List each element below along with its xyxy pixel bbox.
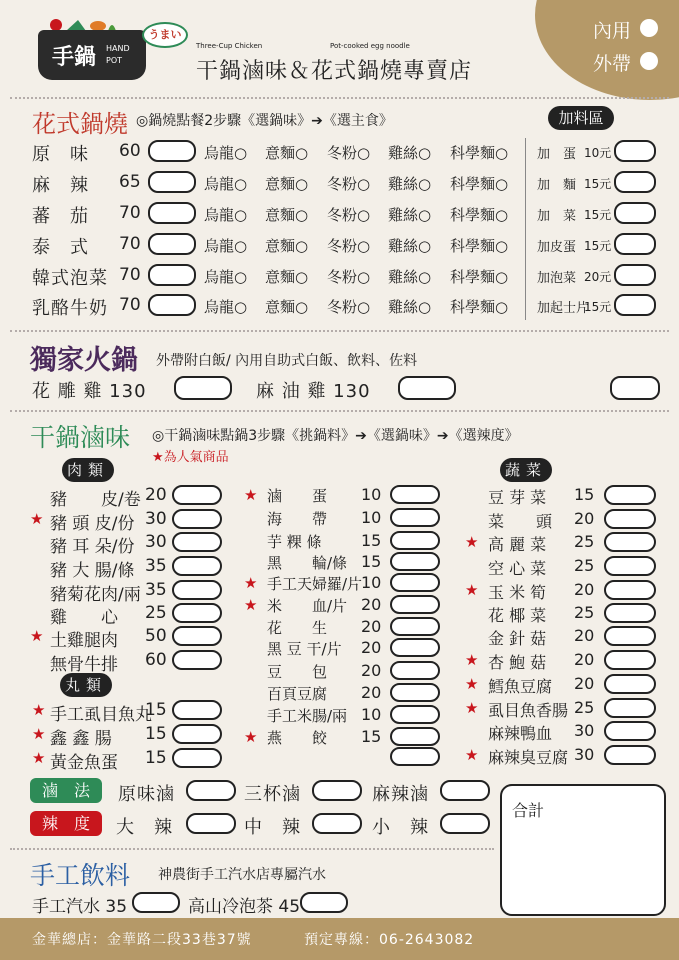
middle-item-name: 黑 豆 干/片 bbox=[267, 640, 342, 658]
veg-item-price: 25 bbox=[574, 698, 595, 717]
middle-item-price: 20 bbox=[361, 617, 382, 636]
middle-item-price: 10 bbox=[361, 485, 382, 504]
popular-star-icon: ★ bbox=[244, 596, 258, 614]
popular-star-icon: ★ bbox=[30, 627, 44, 645]
meat-qty-input[interactable] bbox=[172, 650, 222, 670]
meat-qty-input[interactable] bbox=[172, 580, 222, 600]
flower-qty-input[interactable] bbox=[148, 202, 196, 224]
footer-phone: 預定專線：06-2643082 bbox=[304, 932, 475, 948]
spice-option-label: 大 辣 bbox=[116, 817, 173, 838]
veg-item-name: 杏 鮑 菇 bbox=[488, 653, 547, 672]
flower-item-price: 65 bbox=[119, 172, 141, 192]
flower-note: ◎鍋燒點餐2步驟《選鍋味》➔《選主食》 bbox=[136, 113, 393, 129]
middle-qty-input[interactable] bbox=[390, 573, 440, 592]
middle-item-price: 10 bbox=[361, 508, 382, 527]
ball-item-name: 黃金魚蛋 bbox=[50, 753, 118, 773]
divider bbox=[10, 410, 669, 412]
middle-item-name: 百頁豆腐 bbox=[267, 685, 328, 703]
addon-name: 加起士片 bbox=[537, 301, 590, 316]
middle-item-price: 10 bbox=[361, 573, 382, 592]
flower-item-name: 泰 式 bbox=[32, 237, 89, 258]
veg-item-name: 金 針 菇 bbox=[488, 629, 547, 648]
meat-item-price: 50 bbox=[145, 626, 167, 646]
addon-name: 加 麵 bbox=[537, 178, 577, 193]
addon-divider bbox=[525, 138, 526, 320]
drink-qty-1[interactable] bbox=[132, 892, 180, 913]
veg-item-price: 25 bbox=[574, 556, 595, 575]
flower-qty-input[interactable] bbox=[148, 294, 196, 316]
middle-qty-input[interactable] bbox=[390, 552, 440, 571]
flower-item-price: 70 bbox=[119, 265, 141, 285]
addon-price: 15元 bbox=[584, 177, 612, 191]
middle-qty-input[interactable] bbox=[390, 531, 440, 550]
veg-item-name: 菜 頭 bbox=[488, 512, 553, 531]
drink-qty-2[interactable] bbox=[300, 892, 348, 913]
veg-qty-input[interactable] bbox=[604, 485, 656, 505]
middle-item-name: 米 血/片 bbox=[267, 597, 348, 615]
middle-item-name: 豆 包 bbox=[267, 663, 328, 681]
middle-qty-input[interactable] bbox=[390, 485, 440, 504]
noodle-option[interactable]: 冬粉○ bbox=[327, 144, 371, 162]
noodle-option[interactable]: 科學麵○ bbox=[450, 237, 509, 255]
flower-qty-input[interactable] bbox=[148, 264, 196, 286]
popular-star-icon: ★ bbox=[465, 699, 479, 717]
method-label: 滷 法 bbox=[30, 778, 102, 803]
veg-qty-input[interactable] bbox=[604, 580, 656, 600]
logo: 手鍋 HAND POT bbox=[38, 30, 146, 80]
noodle-option[interactable]: 冬粉○ bbox=[327, 175, 371, 193]
dine-in-label: 內用 bbox=[593, 20, 632, 42]
drink-item-2: 高山冷泡茶 45 bbox=[188, 897, 301, 917]
ball-item-price: 15 bbox=[145, 700, 167, 720]
noodle-option[interactable]: 冬粉○ bbox=[327, 237, 371, 255]
spice-option-box[interactable] bbox=[186, 813, 236, 834]
veg-title: 蔬菜 bbox=[500, 458, 552, 482]
meat-qty-input[interactable] bbox=[172, 532, 222, 552]
meat-title: 肉類 bbox=[62, 458, 114, 482]
meat-item-price: 20 bbox=[145, 485, 167, 505]
noodle-option[interactable]: 意麵○ bbox=[265, 206, 309, 224]
middle-qty-input[interactable] bbox=[390, 638, 440, 657]
spice-label: 辣 度 bbox=[30, 811, 102, 836]
subtitle-right: Pot-cooked egg noodle bbox=[330, 42, 410, 50]
meat-qty-input[interactable] bbox=[172, 603, 222, 623]
hotpot-item-1: 花 雕 雞 130 bbox=[32, 381, 147, 402]
logo-badge: うまい bbox=[142, 22, 188, 48]
total-label: 合計 bbox=[512, 801, 545, 820]
spice-option-label: 中 辣 bbox=[244, 817, 301, 838]
veg-item-name: 花 椰 菜 bbox=[488, 606, 547, 625]
drinks-title: 手工飲料 bbox=[30, 861, 131, 890]
meat-item-name: 豬 皮/卷 bbox=[50, 490, 141, 510]
noodle-option[interactable]: 意麵○ bbox=[265, 237, 309, 255]
veg-qty-input[interactable] bbox=[604, 509, 656, 529]
middle-item-name: 花 生 bbox=[267, 619, 328, 637]
method-option-box[interactable] bbox=[312, 780, 362, 801]
popular-star-icon: ★ bbox=[244, 728, 258, 746]
hotpot-title: 獨家火鍋 bbox=[30, 345, 138, 376]
subtitle-left: Three-Cup Chicken bbox=[196, 42, 263, 50]
noodle-option[interactable]: 雞絲○ bbox=[388, 144, 432, 162]
noodle-option[interactable]: 烏龍○ bbox=[204, 298, 248, 316]
veg-qty-input[interactable] bbox=[604, 556, 656, 576]
noodle-option[interactable]: 科學麵○ bbox=[450, 298, 509, 316]
ball-item-price: 15 bbox=[145, 724, 167, 744]
flower-item-name: 韓式泡菜 bbox=[32, 268, 108, 289]
middle-item-price: 20 bbox=[361, 661, 382, 680]
hotpot-qty-1[interactable] bbox=[174, 376, 232, 400]
meat-qty-input[interactable] bbox=[172, 626, 222, 646]
method-option-label: 三杯滷 bbox=[244, 784, 301, 805]
middle-item-name: 海 帶 bbox=[267, 510, 328, 528]
popular-star-icon: ★ bbox=[30, 510, 44, 528]
meat-item-price: 25 bbox=[145, 603, 167, 623]
braised-title: 干鍋滷味 bbox=[30, 423, 131, 452]
meat-item-price: 30 bbox=[145, 509, 167, 529]
addon-price: 20元 bbox=[584, 270, 612, 284]
divider bbox=[10, 330, 669, 332]
middle-qty-input[interactable] bbox=[390, 595, 440, 614]
popular-note: ★為人氣商品 bbox=[152, 450, 229, 465]
drinks-note: 神農街手工汽水店專屬汽水 bbox=[158, 867, 326, 883]
noodle-option[interactable]: 烏龍○ bbox=[204, 175, 248, 193]
flower-item-name: 蕃 茄 bbox=[32, 206, 89, 227]
ball-qty-input[interactable] bbox=[172, 724, 222, 744]
veg-qty-input[interactable] bbox=[604, 745, 656, 765]
meat-item-name: 豬菊花肉/兩 bbox=[50, 585, 141, 605]
veg-qty-input[interactable] bbox=[604, 650, 656, 670]
popular-star-icon: ★ bbox=[244, 574, 258, 592]
noodle-option[interactable]: 冬粉○ bbox=[327, 298, 371, 316]
middle-item-price: 20 bbox=[361, 683, 382, 702]
addon-qty-input[interactable] bbox=[614, 202, 656, 224]
middle-item-name: 芋 粿 條 bbox=[267, 533, 322, 551]
spice-option-box[interactable] bbox=[312, 813, 362, 834]
hotpot-extra-box[interactable] bbox=[610, 376, 660, 400]
flower-qty-input[interactable] bbox=[148, 233, 196, 255]
veg-qty-input[interactable] bbox=[604, 626, 656, 646]
spice-option-box[interactable] bbox=[440, 813, 490, 834]
ball-item-name: 手工虱目魚丸 bbox=[50, 705, 152, 725]
popular-star-icon: ★ bbox=[465, 675, 479, 693]
divider bbox=[10, 97, 669, 99]
hotpot-qty-2[interactable] bbox=[398, 376, 456, 400]
veg-item-name: 麻辣臭豆腐 bbox=[488, 748, 569, 767]
popular-star-icon: ★ bbox=[465, 533, 479, 551]
addon-price: 15元 bbox=[584, 300, 612, 314]
noodle-option[interactable]: 科學麵○ bbox=[450, 206, 509, 224]
hotpot-note: 外帶附白飯/ 內用自助式白飯、飲料、佐料 bbox=[156, 353, 418, 369]
method-option-box[interactable] bbox=[440, 780, 490, 801]
addon-name: 加泡菜 bbox=[537, 271, 577, 286]
flower-item-price: 60 bbox=[119, 141, 141, 161]
method-option-label: 麻辣滷 bbox=[372, 784, 429, 805]
divider bbox=[10, 848, 494, 850]
meat-qty-input[interactable] bbox=[172, 509, 222, 529]
flower-item-name: 原 味 bbox=[32, 144, 89, 165]
veg-item-price: 25 bbox=[574, 603, 595, 622]
middle-item-name: 黑 輪/條 bbox=[267, 554, 348, 572]
middle-qty-input[interactable] bbox=[390, 683, 440, 702]
veg-item-price: 20 bbox=[574, 650, 595, 669]
middle-item-price: 20 bbox=[361, 595, 382, 614]
method-option-label: 原味滷 bbox=[118, 784, 175, 805]
noodle-option[interactable]: 科學麵○ bbox=[450, 175, 509, 193]
addon-qty-input[interactable] bbox=[614, 264, 656, 286]
flower-qty-input[interactable] bbox=[148, 171, 196, 193]
noodle-option[interactable]: 烏龍○ bbox=[204, 206, 248, 224]
meat-item-name: 豬 大 腸/條 bbox=[50, 561, 135, 581]
veg-item-price: 15 bbox=[574, 485, 595, 504]
meat-item-price: 35 bbox=[145, 556, 167, 576]
flower-item-name: 麻 辣 bbox=[32, 175, 89, 196]
veg-item-price: 30 bbox=[574, 745, 595, 764]
addon-qty-input[interactable] bbox=[614, 233, 656, 255]
veg-item-name: 豆 芽 菜 bbox=[488, 488, 547, 507]
noodle-option[interactable]: 雞絲○ bbox=[388, 175, 432, 193]
addon-name: 加 蛋 bbox=[537, 147, 577, 162]
middle-qty-input[interactable] bbox=[390, 747, 440, 766]
veg-item-price: 20 bbox=[574, 580, 595, 599]
middle-item-price: 15 bbox=[361, 552, 382, 571]
addon-name: 加皮蛋 bbox=[537, 240, 577, 255]
noodle-option[interactable]: 冬粉○ bbox=[327, 268, 371, 286]
meat-item-price: 35 bbox=[145, 580, 167, 600]
popular-star-icon: ★ bbox=[32, 749, 46, 767]
ball-item-price: 15 bbox=[145, 748, 167, 768]
flower-item-price: 70 bbox=[119, 234, 141, 254]
meat-item-name: 雞 心 bbox=[50, 608, 118, 628]
veg-item-name: 鱈魚豆腐 bbox=[488, 677, 553, 696]
dine-in-checkbox[interactable] bbox=[640, 19, 658, 37]
addon-qty-input[interactable] bbox=[614, 171, 656, 193]
veg-item-name: 麻辣鴨血 bbox=[488, 724, 553, 743]
ball-item-name: 鑫 鑫 腸 bbox=[50, 729, 112, 749]
veg-item-price: 30 bbox=[574, 721, 595, 740]
braised-note: ◎干鍋滷味點鍋3步驟《挑鍋料》➔《選鍋味》➔《選辣度》 bbox=[152, 428, 519, 444]
middle-item-price: 10 bbox=[361, 705, 382, 724]
veg-item-price: 20 bbox=[574, 626, 595, 645]
flower-item-price: 70 bbox=[119, 203, 141, 223]
middle-item-name: 滷 蛋 bbox=[267, 487, 328, 505]
veg-qty-input[interactable] bbox=[604, 721, 656, 741]
ball-title: 丸類 bbox=[60, 673, 112, 697]
noodle-option[interactable]: 冬粉○ bbox=[327, 206, 371, 224]
meat-item-price: 60 bbox=[145, 650, 167, 670]
noodle-option[interactable]: 意麵○ bbox=[265, 175, 309, 193]
veg-item-price: 20 bbox=[574, 674, 595, 693]
addon-qty-input[interactable] bbox=[614, 294, 656, 316]
meat-item-name: 土雞腿肉 bbox=[50, 631, 118, 651]
noodle-option[interactable]: 意麵○ bbox=[265, 144, 309, 162]
ball-qty-input[interactable] bbox=[172, 748, 222, 768]
veg-item-name: 空 心 菜 bbox=[488, 559, 547, 578]
noodle-option[interactable]: 意麵○ bbox=[265, 268, 309, 286]
veg-qty-input[interactable] bbox=[604, 674, 656, 694]
meat-item-name: 豬 頭 皮/份 bbox=[50, 514, 135, 534]
noodle-option[interactable]: 雞絲○ bbox=[388, 206, 432, 224]
flower-qty-input[interactable] bbox=[148, 140, 196, 162]
middle-qty-input[interactable] bbox=[390, 617, 440, 636]
meat-qty-input[interactable] bbox=[172, 485, 222, 505]
hotpot-item-2: 麻 油 雞 130 bbox=[256, 381, 371, 402]
addon-price: 15元 bbox=[584, 208, 612, 222]
noodle-option[interactable]: 雞絲○ bbox=[388, 298, 432, 316]
noodle-option[interactable]: 意麵○ bbox=[265, 298, 309, 316]
take-out-checkbox[interactable] bbox=[640, 52, 658, 70]
meat-qty-input[interactable] bbox=[172, 556, 222, 576]
addon-title: 加料區 bbox=[548, 106, 614, 130]
middle-qty-input[interactable] bbox=[390, 508, 440, 527]
take-out-label: 外帶 bbox=[593, 53, 632, 75]
footer-address: 金華總店：金華路二段33巷37號 bbox=[32, 932, 252, 948]
veg-item-price: 25 bbox=[574, 532, 595, 551]
addon-name: 加 菜 bbox=[537, 209, 577, 224]
logo-veggie-icon bbox=[48, 17, 118, 31]
popular-star-icon: ★ bbox=[465, 651, 479, 669]
middle-item-price: 20 bbox=[361, 638, 382, 657]
popular-star-icon: ★ bbox=[244, 486, 258, 504]
addon-price: 15元 bbox=[584, 239, 612, 253]
middle-item-name: 手工天婦羅/片 bbox=[267, 575, 363, 593]
noodle-option[interactable]: 烏龍○ bbox=[204, 237, 248, 255]
method-option-box[interactable] bbox=[186, 780, 236, 801]
middle-qty-input[interactable] bbox=[390, 661, 440, 680]
popular-star-icon: ★ bbox=[32, 725, 46, 743]
veg-item-name: 玉 米 筍 bbox=[488, 583, 547, 602]
ball-qty-input[interactable] bbox=[172, 700, 222, 720]
noodle-option[interactable]: 科學麵○ bbox=[450, 144, 509, 162]
middle-item-name: 手工米腸/兩 bbox=[267, 707, 348, 725]
meat-item-name: 無骨牛排 bbox=[50, 655, 118, 675]
page-title: 干鍋滷味＆花式鍋燒專賣店 bbox=[196, 59, 473, 84]
noodle-option[interactable]: 雞絲○ bbox=[388, 268, 432, 286]
flower-item-name: 乳酪牛奶 bbox=[32, 298, 108, 319]
middle-item-name: 燕 餃 bbox=[267, 729, 328, 747]
addon-price: 10元 bbox=[584, 146, 612, 160]
popular-star-icon: ★ bbox=[32, 701, 46, 719]
flower-title: 花式鍋燒 bbox=[32, 110, 128, 138]
noodle-option[interactable]: 科學麵○ bbox=[450, 268, 509, 286]
spice-option-label: 小 辣 bbox=[372, 817, 429, 838]
meat-item-name: 豬 耳 朵/份 bbox=[50, 537, 135, 557]
addon-qty-input[interactable] bbox=[614, 140, 656, 162]
middle-qty-input[interactable] bbox=[390, 705, 440, 724]
drink-item-1: 手工汽水 35 bbox=[32, 897, 128, 917]
popular-star-icon: ★ bbox=[465, 746, 479, 764]
veg-qty-input[interactable] bbox=[604, 698, 656, 718]
noodle-option[interactable]: 烏龍○ bbox=[204, 268, 248, 286]
noodle-option[interactable]: 雞絲○ bbox=[388, 237, 432, 255]
veg-item-name: 高 麗 菜 bbox=[488, 535, 547, 554]
middle-item-price: 15 bbox=[361, 531, 382, 550]
veg-qty-input[interactable] bbox=[604, 532, 656, 552]
middle-item-price: 15 bbox=[361, 727, 382, 746]
veg-item-price: 20 bbox=[574, 509, 595, 528]
middle-qty-input[interactable] bbox=[390, 727, 440, 746]
flower-item-price: 70 bbox=[119, 295, 141, 315]
meat-item-price: 30 bbox=[145, 532, 167, 552]
veg-qty-input[interactable] bbox=[604, 603, 656, 623]
noodle-option[interactable]: 烏龍○ bbox=[204, 144, 248, 162]
veg-item-name: 虱目魚香腸 bbox=[488, 701, 569, 720]
popular-star-icon: ★ bbox=[465, 581, 479, 599]
